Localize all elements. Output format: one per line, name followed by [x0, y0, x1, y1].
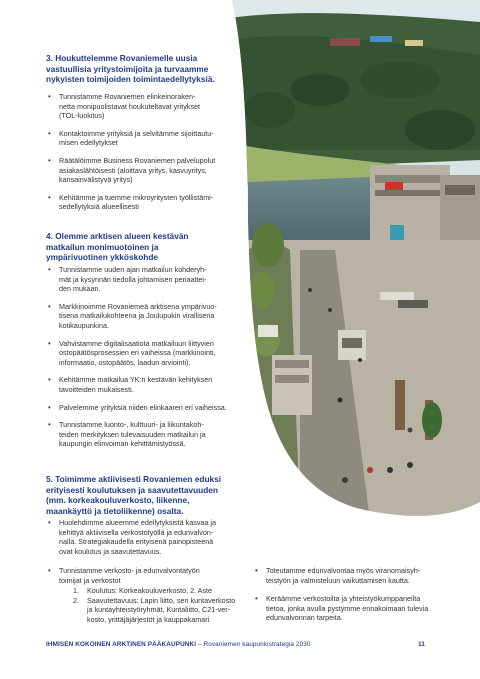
list-item-line: kehittyä aktiivisella verkostotyöllä ja edunvalvon-	[59, 527, 214, 537]
list-item-line: tavoitteiden mukaisesti.	[59, 384, 134, 394]
sub-item-line: kosto, yrittäjäjärjestöt ja kauppakamari	[87, 614, 210, 624]
footer-title: IHMISEN KOKOINEN ARKTINEN PÄÄKAUPUNKI	[46, 641, 197, 648]
list-item-line: kaupungin elinvoiman kehittämistyössä.	[59, 439, 186, 449]
page-number: 11	[418, 641, 425, 648]
heading-line: matkailun monimuotoinen ja	[46, 241, 159, 252]
list-item-line: sedellytyksiä alueellisesti	[59, 202, 139, 212]
list-item	[46, 339, 246, 368]
sub-list	[73, 586, 251, 624]
list-item-line: • Huolehdimme alueemme edellytyksistä kasvaa ja	[59, 518, 216, 527]
list-item-line: • Palvelemme yrityksiä niiden elinkaaren eri vaiheissa.	[59, 402, 227, 412]
section-4-list	[46, 265, 246, 449]
section-3-list	[46, 92, 246, 212]
list-item-line: • Vahvistamme digitalisaatiota matkailuun liittyvien	[59, 338, 214, 348]
list-item-line: • Tunnistamme luonto-, kulttuuri- ja liikuntakoh-	[59, 420, 204, 430]
list-item-line: • Tunnistamme Rovaniemen elinkeinoraken-	[59, 92, 196, 101]
sub-item-number: 2.	[73, 595, 79, 605]
list-item	[46, 566, 251, 625]
list-item-line: • Räätälöimme Business Rovaniemen palvelupolut	[59, 155, 216, 165]
heading-line: ympärivuotinen ykköskohde	[46, 252, 159, 263]
sub-item-number: 1.	[73, 586, 79, 596]
list-item-line: ostopäätösprosessien eri vaiheissa (markkinointi,	[59, 348, 216, 358]
list-item-line: • Tunnistamme uuden ajan matkailun kohderyh-	[59, 265, 207, 274]
list-item	[46, 92, 246, 121]
heading-line: 3. Houkuttelemme Rovaniemelle uusia	[46, 53, 198, 63]
list-item-line: tisena matkailukohteena ja Joulupukin virallisena	[59, 311, 215, 321]
list-item	[46, 375, 246, 394]
heading-line: nykyisten toimijoiden toimintaedellytyksiä.	[46, 74, 215, 85]
list-item-line: teistyön ja valmisteluun vaikuttamisen kautta.	[266, 575, 410, 585]
heading-line: 4. Olemme arktisen alueen kestävän	[46, 231, 189, 241]
list-item-line: (TOL-luokitus)	[59, 111, 105, 121]
list-item-line: nalla. Strategiakaudella erityisenä painopisteenä	[59, 537, 214, 547]
list-item	[46, 156, 246, 185]
section-5-left-list	[46, 566, 251, 625]
list-item-line: toimijat ja verkostot	[59, 575, 121, 585]
list-item-line: • Kehitämme ja tuemme mikroyritysten työllistämi-	[59, 192, 214, 202]
list-item-line: • Kontaktoimme yrityksiä ja selvitämme sijoittautu-	[59, 128, 214, 138]
list-item-line: • Tunnistamme verkosto- ja edunvalvontatyön	[59, 566, 200, 575]
list-item	[46, 129, 246, 148]
heading-line: 5. Toimimme aktiivisesti Rovaniemen eduksi	[46, 474, 222, 484]
heading-line: (mm. korkeakouluverkosto, liikenne,	[46, 495, 190, 506]
heading-line: vastuullisia yritystoimijoita ja turvaamme	[46, 63, 209, 74]
list-item-line: ovat koulutus ja saavutettavuus.	[59, 546, 162, 556]
list-item-line: • Keräämme verkostoilta ja yhteistyökumppaneilta	[266, 594, 421, 604]
list-item-line: • Markkinoimme Rovaniemeä arktisena ympärivuo-	[59, 301, 217, 311]
list-item-line: mät ja kysynnän tiedolla johtamisen periaattei-	[59, 274, 207, 284]
list-item	[46, 302, 246, 331]
list-item-line: kansainvälistyvä yritys)	[59, 175, 133, 185]
section-5-heading	[46, 474, 221, 516]
list-item	[46, 403, 246, 413]
section-5-intro-list	[46, 518, 266, 556]
sub-item-line: ja kuntayhteistyöryhmät, Kuntaliitto, C21-ver-	[87, 605, 231, 615]
footer-subtitle: – Rovaniemen kaupunkistrategia 2030	[196, 641, 311, 648]
sub-list-item	[73, 586, 251, 596]
list-item-line: misen edellytykset	[59, 138, 118, 148]
heading-line: maankäyttö ja tietoliikenne) osalta.	[46, 505, 184, 516]
list-item-line: informaatio, ostopäätös, laadun arviointi).	[59, 357, 191, 367]
list-item	[46, 265, 246, 294]
list-item-line: kotikaupunkina.	[59, 320, 109, 330]
sub-item-line: Saavutettavuus: Lapin liitto, sen kuntaverkosto	[87, 595, 236, 605]
list-item	[253, 566, 453, 585]
list-item	[253, 594, 453, 623]
list-item-line: • Kehitämme matkailua YK:n kestävän kehityksen	[59, 375, 213, 385]
list-item	[46, 193, 246, 212]
list-item	[46, 518, 266, 556]
list-item-line: den mukaan.	[59, 284, 101, 294]
list-item-line: teiden merkityksen tulevaisuuden matkailun ja	[59, 429, 206, 439]
list-item-line: • Toteutamme edunvalvontaa myös viranomaisyh-	[266, 566, 421, 575]
section-3-heading	[46, 53, 215, 85]
list-item-line: asiakaslähtöisesti (aloittava yritys, kasvuyritys,	[59, 165, 207, 175]
list-item	[46, 420, 246, 449]
sub-item-line: Koulutus: Korkeakouluverkosto, 2. Aste	[87, 586, 213, 596]
section-4-heading	[46, 231, 189, 263]
sub-list-item	[73, 596, 251, 625]
heading-line: erityisesti koulutuksen ja saavutettavuuden	[46, 484, 218, 495]
section-5-right-list	[253, 566, 453, 623]
list-item-line: edunvalvonnan tarpeita.	[266, 613, 343, 623]
list-item-line: netta monipuolistavat houkuteltavat yritykset	[59, 101, 201, 111]
page-footer	[46, 641, 311, 648]
list-item-line: tietoa, jonka avulla pystymme ennakoimaan tulevia	[266, 603, 429, 613]
